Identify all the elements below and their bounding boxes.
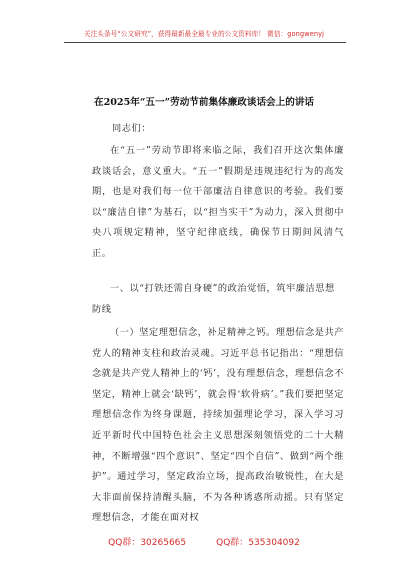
paragraph-intro: 在“五一”劳动节即将来临之际，我们召开这次集体廉政谈话会，意义重大。“五一”假期是违规违纪行为的高发期，也是对我们每一位干部廉洁自律意识的考验。我们要以“廉洁自律”为基石，以“担当实干”为动力，深入贯彻中央八项规定精神，坚守纪律底线，确保节日期间风清气正。 [92,145,344,259]
section-heading: 一、以“打铁还需自身硬”的政治觉悟，筑牢廉洁思想防线 [92,283,335,315]
document-title: 在2025年“五一”劳动节前集体廉政谈话会上的讲话 [93,97,315,108]
greeting: 同志们： [112,123,151,134]
footer-qq-group-right: QQ群：535304092 [216,538,300,548]
header-banner: 关注头条号“公文研究”，获得最新最全最专业的公文资料库！ 微信：gongwenyj [83,30,325,38]
header-divider [64,42,346,43]
footer [0,535,408,548]
footer-qq-group-left: QQ群：30265665 [108,538,187,548]
paragraph-ideals: （一）坚定理想信念，补足精神之钙。理想信念是共产党人的精神支柱和政治灵魂。习近平总书记指出：“理想信念就是共产党人精神上的‘钙’，没有理想信念，理想信念不坚定，精神上就会‘缺钙’，就会得‘软骨病’。”我们要把坚定理想信念作为终身课题，持续加强理论学习，深入学习习近平新时代中国特色社会主义思想深刻领悟党的二十大精神，不断增强“四个意识”、坚定“四个自信”、做到“两个维护”。通过学习，坚定政治立场，提高政治敏锐性，在大是大非面前保持清醒头脑，不为各种诱惑所动摇。只有坚定理想信念，才能在面对权 [92,327,344,524]
